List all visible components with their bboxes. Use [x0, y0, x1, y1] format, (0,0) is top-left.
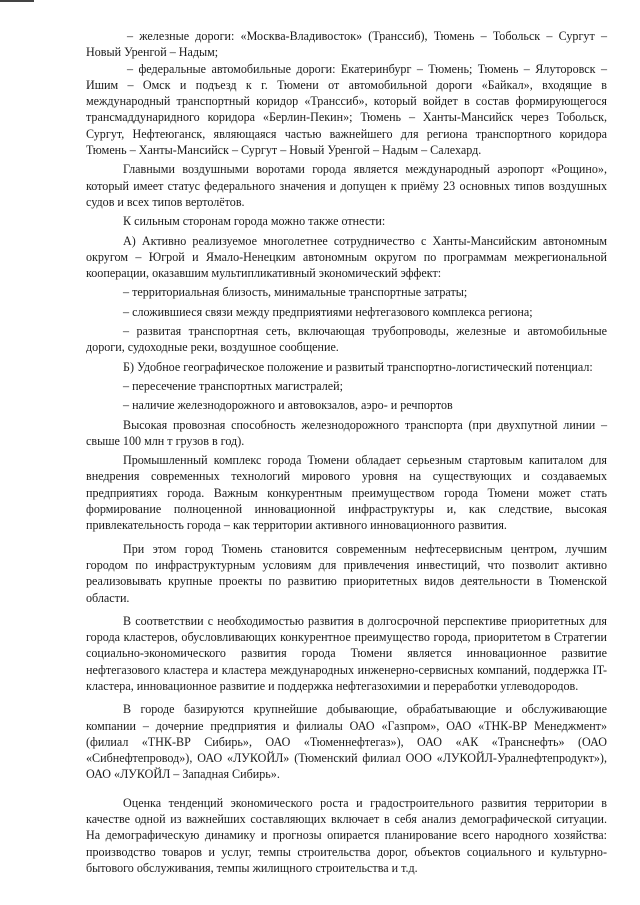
paragraph-strength-b: Б) Удобное географическое положение и развитый транспортно-логистический потенциал: [123, 359, 593, 374]
paragraph-airport: Главными воздушными воротами города является международный аэропорт «Рощино», который имеет статус федерального значения и допущен к приёму 23 основных типов воздушных судов и всех типов вертолётов. [86, 162, 607, 209]
page-body [86, 28, 607, 876]
list-item-links: – сложившиеся связи между предприятиями нефтегазового комплекса региона; [123, 304, 533, 319]
paragraph-highways: – федеральные автомобильные дороги: Екатеринбург – Тюмень; Тюмень – Ялуторовск – Ишим – Омск и подъезд к г. Тюмени от автомобильной дороги «Байкал», входящие в международный транспортный коридор «Транссиб», который войдет в состав формирующегося трансмаддунаридного коридора «Берлин-Пекин»; Тюмень – Ханты-Мансийск через Тобольск, Сургут, Нефтеюганск, являющаяся частью важнейшего для региона транспортного коридора Тюмень – Ханты-Мансийск – Сургут – Новый Уренгой – Надым – Салехард. [86, 61, 607, 158]
paragraph-strength-a: А) Активно реализуемое многолетнее сотрудничество с Ханты-Мансийским автономным округом – Югрой и Ямало-Ненецким автономным округом по программам межрегиональной кооперации, оказавшим мультипликативный экономический эффект: [86, 233, 607, 281]
scan-edge-mark [0, 0, 34, 2]
list-item-highways-crossing: – пересечение транспортных магистралей; [123, 378, 343, 393]
paragraph-companies: В городе базируются крупнейшие добывающие, обрабатывающие и обслуживающие компании – дочерние предприятия и филиалы ОАО «Газпром», ОАО «ТНК-ВР Менеджмент» (филиал «ТНК-ВР Сибирь», ОАО «Тюменнефтегаз»), ОАО «АК «Транснефть» (ОАО «Сибнефтепровод»), ОАО «ЛУКОЙЛ» (Тюменский филиал ООО «ЛУКОЙЛ-Уралнефтепродукт»), ОАО «ЛУКОЙЛ – Западная Сибирь». [86, 702, 607, 782]
list-item-transport-network: – развитая транспортная сеть, включающая трубопроводы, железные и автомобильные дороги, судоходные реки, воздушное сообщение. [86, 324, 607, 355]
paragraph-industrial-complex: Промышленный комплекс города Тюмени обладает серьезным стартовым капиталом для внедрения современных технологий мирового уровня на существующих и создаваемых предприятиях города. Важным конкурентным преимуществом города Тюмени может стать формирование полноценной инновационной инфраструктуры и, как следствие, высокая привлекательность города – как территории активного инновационного развития. [86, 453, 607, 533]
paragraph-oil-service-center: При этом город Тюмень становится современным нефтесервисным центром, лучшим городом по инфраструктурным условиям для привлечения инвестиций, что позволит активно реализовывать крупные проекты по развитию приоритетных видов деятельности в Тюменской области. [86, 541, 607, 605]
paragraph-clusters: В соответствии с необходимостью развития в долгосрочной перспективе приоритетных для города кластеров, обусловливающих конкурентное преимущество города, приоритетом в Стратегии социально-экономического развития города Тюмени является инновационное развитие нефтегазового кластера и кластера международных инженерно-сервисных компаний, поддержка IT-кластера, инновационное развитие и поддержка нефтегазохимии и переработки углеводородов. [86, 613, 607, 693]
paragraph-strengths-intro: К сильным сторонам города можно также отнести: [123, 214, 386, 229]
list-item-proximity: – территориальная близость, минимальные транспортные затраты; [123, 285, 468, 300]
paragraph-demography: Оценка тенденций экономического роста и градостроительного развития территории в качестве одной из важнейших составляющих включает в себя анализ демографической ситуации. На демографическую динамику и прогнозы опирается планирование всего народного хозяйства: производство товаров и услуг, темпы строительства дорог, объектов социального и культурно-бытового обслуживания, темпы жилищного строительства и т.д. [86, 795, 607, 875]
paragraph-rail-capacity: Высокая провозная способность железнодорожного транспорта (при двухпутной линии – свыше 100 млн т грузов в год). [86, 417, 607, 448]
list-item-stations: – наличие железнодорожного и автовокзалов, аэро- и речпортов [123, 398, 453, 413]
paragraph-railways: – железные дороги: «Москва-Владивосток» (Транссиб), Тюмень – Тобольск – Сургут – Новый Уренгой – Надым; [86, 29, 607, 60]
